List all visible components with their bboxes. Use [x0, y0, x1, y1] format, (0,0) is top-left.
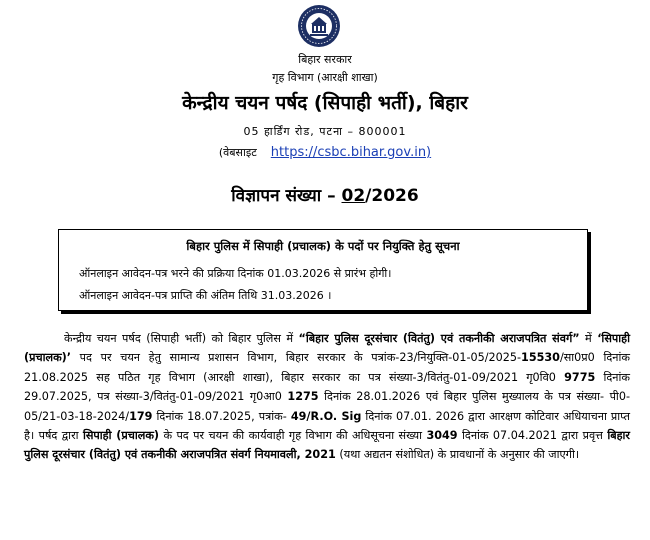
- body-text: दिनांक 18.07.2025, पत्रांक-: [152, 409, 291, 423]
- body-text: दिनांक 07.01. 2026 द्वारा आरक्षण कोटिवार अधियाचना प्राप्त है। पर्षद द्वारा: [24, 409, 630, 443]
- body-bold: “बिहार पुलिस दूरसंचार (वितंतु) एवं तकनीकी अराजपत्रित संवर्ग”: [298, 332, 580, 345]
- body-bold: 179: [129, 409, 153, 423]
- website-link[interactable]: https://csbc.bihar.gov.in): [270, 145, 432, 160]
- advertisement-label: विज्ञापन संख्या –: [231, 186, 336, 206]
- body-text: में: [579, 332, 598, 345]
- body-text: (यथा अद्यतन संशोधित) के प्रावधानों के अनुसार की जाएगी।: [335, 448, 580, 462]
- body-text: केन्द्रीय चयन पर्षद (सिपाही भर्ती) को बिहार पुलिस में: [64, 332, 299, 345]
- body-text: /सा0प्र0 दिनांक 21.08.2025 सह पठित गृह विभाग (आरक्षी शाखा), बिहार सरकार का पत्र संख्या-3/वितंतु-01-09/2021 गृ0वि0: [24, 351, 630, 384]
- body-text: के पद पर चयन की कार्यवाही गृह विभाग की अधिसूचना संख्या: [159, 429, 427, 443]
- body-bold: सिपाही (प्रचालक): [82, 429, 160, 443]
- board-name: केन्द्रीय चयन पर्षद (सिपाही भर्ती), बिहार: [182, 92, 468, 114]
- body-text: दिनांक 29.07.2025, पत्र संख्या-3/वितंतु-01-09/2021 गृ0आ0: [24, 370, 631, 404]
- website-label: (वेबसाइट: [218, 146, 257, 159]
- body-text: दिनांक 07.04.2021 द्वारा प्रवृत्त: [457, 429, 608, 443]
- notice-box: [58, 229, 588, 311]
- body-text: दिनांक 28.01.2026 एवं बिहार पुलिस मुख्यालय के पत्र संख्या- पी0-05/21-03-18-2024/: [24, 390, 630, 423]
- body-bold: 15530: [521, 351, 560, 365]
- body-paragraph: [24, 329, 630, 465]
- office-address: 05 हार्डिंग रोड, पटना – 800001: [243, 125, 407, 138]
- govt-name: बिहार सरकार: [298, 53, 352, 66]
- body-bold: 1275: [287, 390, 319, 404]
- advertisement-year: /2026: [365, 186, 419, 206]
- notice-last-date: ऑनलाइन आवेदन-पत्र प्राप्ति की अंतिम तिथि 31.03.2026 ।: [79, 289, 332, 302]
- body-bold: ‘सिपाही (प्रचालक)’: [24, 332, 630, 365]
- website-line: [0, 145, 650, 160]
- body-bold: 9775: [564, 370, 596, 384]
- notice-title: बिहार पुलिस में सिपाही (प्रचालक) के पदों पर नियुक्ति हेतु सूचना: [186, 239, 460, 253]
- body-bold: बिहार पुलिस दूरसंचार (वितंतु) एवं तकनीकी अराजपत्रित संवर्ग नियमावली, 2021: [24, 429, 631, 462]
- body-bold: 3049: [426, 429, 458, 443]
- department-name: गृह विभाग (आरक्षी शाखा): [272, 71, 378, 84]
- advertisement-serial: 02: [341, 186, 366, 206]
- notice-start-date: ऑनलाइन आवेदन-पत्र भरने की प्रक्रिया दिनांक 01.03.2026 से प्रारंभ होगी।: [79, 267, 392, 280]
- body-bold: 49/R.O. Sig: [290, 409, 362, 423]
- body-text: पद पर चयन हेतु सामान्य प्रशासन विभाग, बिहार सरकार के पत्रांक-23/नियुक्ति-01-05/2025-: [71, 351, 522, 365]
- advertisement-number: [0, 183, 650, 206]
- bihar-police-emblem-icon: [297, 4, 341, 48]
